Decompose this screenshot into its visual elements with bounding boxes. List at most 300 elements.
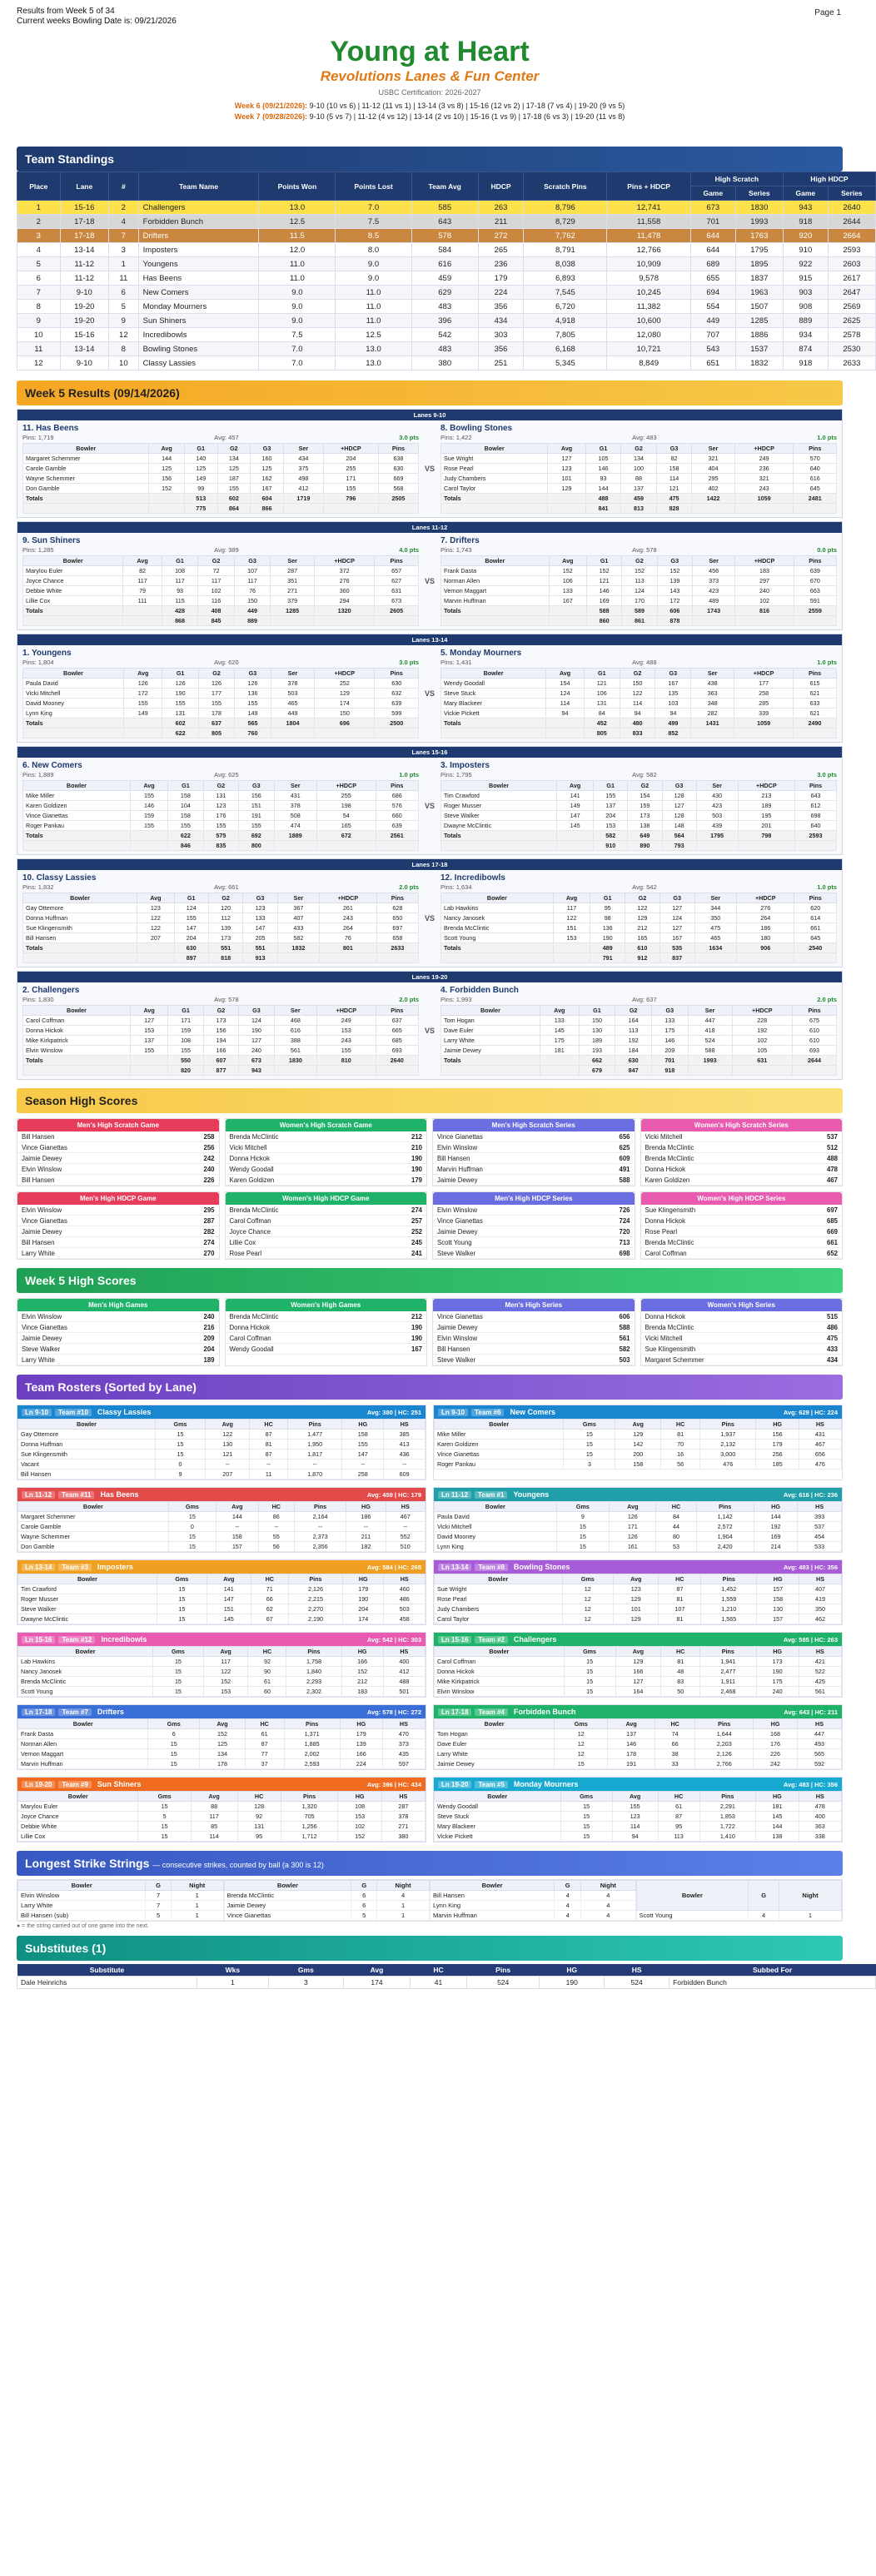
high-score-row [641, 1216, 843, 1226]
roster-col: Avg [191, 1792, 237, 1802]
game-cell: 508 [274, 811, 316, 821]
standings-cell: 5 [17, 257, 61, 271]
roster-cell: 87 [659, 1584, 701, 1594]
standings-cell: 12 [108, 328, 138, 342]
roster-cell: 2,468 [700, 1687, 756, 1697]
high-score-row [433, 1226, 635, 1237]
standings-cell: 10 [17, 328, 61, 342]
total-cell [540, 1056, 579, 1066]
standings-cell: 7.0 [259, 342, 336, 356]
roster-cell: 467 [799, 1440, 841, 1450]
team-name: 1. Youngens [22, 649, 72, 658]
roster-col: Pins [284, 1719, 340, 1729]
hdcp-cell: 912 [625, 953, 660, 963]
game-cell: 321 [692, 454, 734, 464]
standings-cell: 9-10 [60, 356, 108, 370]
strike-row [431, 1901, 636, 1911]
roster-row [18, 1729, 426, 1739]
roster-cell: 169 [754, 1532, 798, 1542]
high-score-row [17, 1333, 219, 1344]
high-score-row [17, 1226, 219, 1237]
game-cell: 139 [657, 576, 692, 586]
team-name: 7. Drifters [440, 536, 480, 545]
totals-row [441, 719, 837, 729]
roster-cell: 597 [382, 1759, 425, 1769]
standings-cell: 673 [690, 201, 735, 215]
game-col: G1 [586, 556, 621, 566]
roster-team-name: New Comers [510, 1408, 555, 1416]
week7-label: Week 7 (09/28/2026): [234, 112, 308, 121]
game-cell: 189 [738, 801, 794, 811]
high-score-row [433, 1131, 635, 1142]
roster-cell: Judy Chambers [435, 1604, 563, 1614]
roster-cell: Vacant [18, 1460, 156, 1470]
roster-block [433, 1405, 843, 1480]
bowler-row [23, 699, 419, 709]
roster-col: HS [799, 1420, 841, 1430]
hdcp-cell [130, 841, 167, 851]
roster-team-name: Sun Shiners [97, 1780, 142, 1788]
roster-row [435, 1822, 842, 1832]
game-cell: 660 [376, 811, 418, 821]
game-cell: Dwayne McClintic [441, 821, 557, 831]
roster-cell: 158 [342, 1430, 384, 1440]
standings-cell: 8 [108, 342, 138, 356]
high-score-row [641, 1333, 843, 1344]
game-cell: Mike Miller [23, 791, 131, 801]
roster-col: HG [342, 1420, 384, 1430]
game-cell: 195 [738, 811, 794, 821]
roster-row [435, 1430, 842, 1440]
roster-team-name: Drifters [97, 1708, 124, 1716]
totals-label: Totals [441, 606, 550, 616]
bowler-row [23, 689, 419, 699]
standings-cell: 6,893 [524, 271, 607, 286]
roster-row [435, 1512, 842, 1522]
hdcp-cell: 918 [651, 1066, 688, 1076]
game-cell: 153 [130, 1026, 167, 1036]
roster-cell: 2,126 [288, 1584, 342, 1594]
bowler-name: Bill Hansen [22, 1176, 55, 1184]
roster-cell: 2,132 [700, 1440, 756, 1450]
roster-cell: Mary Blackeer [435, 1822, 561, 1832]
roster-cell: Donna Huffman [18, 1440, 156, 1450]
game-cell: 249 [734, 454, 794, 464]
sub-col: Pins [467, 1964, 540, 1977]
high-score-title: Women's High Scratch Series [641, 1119, 843, 1131]
roster-cell: 15 [168, 1542, 216, 1552]
team-pins: Pins: 1,993 [440, 996, 472, 1003]
game-cell: Nancy Janosek [441, 913, 554, 923]
match-body [17, 533, 842, 629]
roster-col: HG [346, 1502, 386, 1512]
roster-cell: Marvin Huffman [18, 1759, 148, 1769]
standings-row [17, 300, 876, 314]
roster-cell: 102 [338, 1822, 381, 1832]
game-cell: Judy Chambers [441, 474, 548, 484]
game-cell: 128 [662, 811, 696, 821]
standings-row [17, 243, 876, 257]
hdcp-cell: 679 [579, 1066, 615, 1076]
standings-cell: Imposters [138, 243, 259, 257]
subs-title: Substitutes (1) [17, 1936, 843, 1961]
standings-cell: 584 [411, 243, 478, 257]
game-col: Ser [692, 444, 734, 454]
bowler-row [441, 791, 837, 801]
game-cell: 474 [274, 821, 316, 831]
game-cell: 447 [688, 1016, 732, 1026]
game-col: +HDCP [314, 556, 374, 566]
standings-cell: 17-18 [60, 215, 108, 229]
total-cell: 630 [615, 1056, 652, 1066]
roster-cell: 81 [661, 1430, 700, 1440]
roster-cell: 48 [661, 1667, 700, 1677]
roster-cell: 144 [756, 1822, 799, 1832]
strike-row [636, 1911, 842, 1921]
standings-header: Series [828, 186, 875, 201]
roster-col: Bowler [18, 1647, 153, 1657]
roster-cell: Scott Young [18, 1687, 153, 1697]
standings-cell: 7.5 [336, 215, 411, 229]
roster-col: Gms [148, 1719, 200, 1729]
roster-row [18, 1522, 426, 1532]
match-block [17, 746, 843, 855]
game-cell: 129 [548, 484, 585, 494]
roster-row [435, 1812, 842, 1822]
score: 282 [203, 1227, 215, 1236]
game-col: Avg [549, 556, 586, 566]
strike-cell: Elvin Winslow [18, 1891, 146, 1901]
standings-row [17, 271, 876, 286]
game-cell: 243 [317, 1036, 376, 1046]
standings-cell: 11.0 [259, 271, 336, 286]
roster-row [435, 1759, 842, 1769]
game-cell: 125 [251, 464, 284, 474]
roster-cell: -- [250, 1460, 288, 1470]
roster-cell: Elvin Winslow [435, 1687, 565, 1697]
lane-header: Lanes 11-12 [17, 522, 842, 533]
game-cell: 276 [314, 576, 374, 586]
roster-block [17, 1405, 426, 1480]
total-cell: 564 [662, 831, 696, 841]
bowler-name: Steve Walker [437, 1249, 476, 1257]
game-cell: 209 [651, 1046, 688, 1056]
bowler-row [441, 474, 837, 484]
roster-cell: 131 [237, 1822, 281, 1832]
total-cell: 1320 [314, 606, 374, 616]
roster-header [17, 1405, 426, 1419]
hdcp-cell: 813 [621, 504, 657, 514]
roster-cell: -- [294, 1522, 346, 1532]
team-meta [440, 996, 837, 1003]
game-cell: 184 [615, 1046, 652, 1056]
standings-cell: 1763 [735, 229, 783, 243]
game-cell: 116 [198, 596, 235, 606]
standings-cell: 934 [783, 328, 828, 342]
score: 491 [619, 1165, 630, 1173]
standings-cell: 11,558 [607, 215, 690, 229]
roster-cell: 157 [217, 1542, 259, 1552]
game-cell: 191 [239, 811, 274, 821]
standings-cell: 12.5 [259, 215, 336, 229]
roster-col: Gms [560, 1792, 612, 1802]
roster-col: HS [381, 1792, 425, 1802]
standings-cell: 655 [690, 271, 735, 286]
game-col: Pins [376, 893, 418, 903]
high-score-row [17, 1175, 219, 1186]
roster-lane: Ln 17-18 [22, 1708, 55, 1716]
totals-row [441, 943, 837, 953]
hdcp-cell [124, 729, 162, 738]
strike-cell: 1 [779, 1911, 842, 1921]
roster-cell: 413 [384, 1440, 426, 1450]
roster-cell: 15 [560, 1832, 612, 1842]
game-cell: 173 [208, 933, 242, 943]
score: 486 [826, 1323, 838, 1331]
game-cell: 153 [317, 1026, 376, 1036]
sub-cell: 524 [605, 1977, 669, 1989]
game-col: Bowler [23, 781, 131, 791]
roster-cell: 152 [203, 1677, 248, 1687]
roster-avg: Avg: 616 | HC: 236 [783, 1490, 838, 1499]
roster-col: Bowler [435, 1792, 561, 1802]
totals-row [441, 606, 837, 616]
standings-cell: 10 [108, 356, 138, 370]
standings-cell: 910 [783, 243, 828, 257]
roster-cell: 145 [207, 1614, 251, 1624]
high-score-box [432, 1118, 635, 1186]
roster-table [17, 1574, 426, 1624]
total-cell: 2490 [794, 719, 837, 729]
roster-cell: 6 [148, 1729, 200, 1739]
roster-cell: 609 [384, 1470, 426, 1479]
game-cell: 140 [184, 454, 217, 464]
standings-cell: 10,600 [607, 314, 690, 328]
bowler-name: Brenda McClintic [645, 1323, 694, 1331]
roster-cell: Brenda McClintic [18, 1677, 153, 1687]
roster-cell: 125 [200, 1739, 246, 1749]
game-col: Pins [376, 1006, 418, 1016]
total-cell: 1059 [734, 719, 794, 729]
roster-col: Pins [287, 1420, 342, 1430]
standings-cell: 9 [108, 314, 138, 328]
game-col: G2 [217, 444, 251, 454]
roster-cell: 15 [560, 1802, 612, 1812]
total-cell: 2640 [376, 1056, 418, 1066]
roster-cell: 242 [754, 1759, 798, 1769]
bowler-row [441, 913, 837, 923]
roster-avg: Avg: 380 | HC: 251 [366, 1408, 421, 1416]
game-col: G2 [621, 444, 657, 454]
totals-label: Totals [441, 1056, 540, 1066]
total-cell: 2561 [376, 831, 418, 841]
roster-cell: 467 [386, 1512, 425, 1522]
standings-header: Points Lost [336, 172, 411, 201]
bowler-name: Bill Hansen [22, 1132, 55, 1141]
game-cell: 127 [662, 801, 696, 811]
high-score-title: Men's High Scratch Series [433, 1119, 635, 1131]
game-cell: 137 [594, 801, 628, 811]
game-cell: 638 [378, 454, 418, 464]
roster-cell: 70 [661, 1440, 700, 1450]
bowler-row [23, 913, 419, 923]
game-cell: 630 [375, 679, 419, 689]
roster-col: HG [343, 1574, 384, 1584]
game-cell: Steve Stuck [441, 689, 546, 699]
roster-cell: 182 [346, 1542, 386, 1552]
roster-team-no: Team #9 [58, 1781, 91, 1788]
game-cell: 489 [693, 596, 735, 606]
roster-cell: 145 [756, 1812, 799, 1822]
standings-cell: 8.5 [336, 229, 411, 243]
strike-cell: 1 [377, 1911, 430, 1921]
score: 190 [411, 1165, 422, 1173]
roster-cell: 175 [756, 1677, 799, 1687]
game-cell: 155 [203, 821, 238, 831]
standings-cell: 11.0 [336, 286, 411, 300]
game-cell: Joyce Chance [23, 576, 123, 586]
roster-cell: Vince Gianettas [435, 1450, 564, 1460]
hdcp-cell [130, 1066, 167, 1076]
team-points: 2.0 pts [817, 996, 837, 1003]
roster-cell: 0 [168, 1522, 216, 1532]
high-score-title: Women's High Games [226, 1299, 427, 1311]
game-cell: 158 [656, 464, 692, 474]
roster-cell: -- [206, 1460, 250, 1470]
roster-cell: 15 [155, 1450, 205, 1460]
totals-row [23, 831, 419, 841]
team-meta [22, 996, 419, 1003]
total-cell: 565 [235, 719, 271, 729]
game-cell: 174 [315, 699, 375, 709]
game-cell: 173 [628, 811, 662, 821]
game-col: Pins [794, 669, 837, 679]
game-table [440, 668, 837, 738]
standings-row [17, 342, 876, 356]
game-cell: 121 [584, 679, 620, 689]
score: 475 [826, 1334, 838, 1342]
roster-col: HG [340, 1719, 382, 1729]
standings-cell: 10,721 [607, 342, 690, 356]
game-col: +HDCP [319, 893, 376, 903]
game-cell: Elvin Winslow [23, 1046, 131, 1056]
game-cell: 669 [378, 474, 418, 484]
hdcp-cell [540, 1066, 579, 1076]
game-col: Bowler [23, 556, 123, 566]
roster-cell: 166 [341, 1657, 383, 1667]
standings-cell: 265 [478, 243, 524, 257]
roster-col: Pins [695, 1719, 754, 1729]
bowler-name: Rose Pearl [229, 1249, 262, 1257]
roster-cell: -- [386, 1522, 425, 1532]
team-block [22, 536, 419, 626]
game-cell: 93 [162, 586, 198, 596]
roster-lane: Ln 11-12 [22, 1491, 55, 1499]
game-cell: 144 [149, 454, 184, 464]
sub-cell: 174 [344, 1977, 411, 1989]
high-score-box [225, 1118, 428, 1186]
team-block [440, 986, 837, 1076]
roster-cell: 61 [248, 1677, 286, 1687]
game-cell: 134 [621, 454, 657, 464]
score: 274 [411, 1206, 422, 1214]
game-cell: 423 [696, 801, 738, 811]
high-score-row [433, 1142, 635, 1153]
standings-cell: 707 [690, 328, 735, 342]
schedule [0, 101, 859, 122]
roster-cell: 287 [381, 1802, 425, 1812]
roster-col: HG [754, 1502, 798, 1512]
high-score-box [640, 1191, 844, 1260]
roster-block [433, 1632, 843, 1698]
roster-cell: 155 [342, 1440, 384, 1450]
total-cell: 2559 [794, 606, 836, 616]
total-cell: 1832 [277, 943, 319, 953]
game-cell: 152 [149, 484, 184, 494]
standings-cell: 1537 [735, 342, 783, 356]
score: 216 [203, 1323, 215, 1331]
center-name: Revolutions Lanes & Fun Center [320, 68, 540, 84]
game-cell: 122 [553, 913, 590, 923]
game-col: G2 [198, 669, 234, 679]
hdcp-row [441, 841, 837, 851]
roster-col: Pins [700, 1420, 756, 1430]
vs-label: VS [424, 465, 435, 473]
score: 212 [411, 1312, 422, 1320]
game-cell: 621 [794, 689, 837, 699]
standings-cell: Incredibowls [138, 328, 259, 342]
high-score-row [433, 1344, 635, 1355]
standings-header: Team Name [138, 172, 259, 201]
vs-label: VS [424, 1027, 435, 1035]
game-table [22, 780, 419, 851]
roster-cell: 15 [560, 1822, 612, 1832]
game-cell: 258 [734, 689, 794, 699]
roster-cell: 190 [343, 1594, 384, 1604]
roster-cell: 87 [245, 1739, 284, 1749]
hdcp-cell: 877 [203, 1066, 238, 1076]
standings-cell: 3 [17, 229, 61, 243]
roster-col: Avg [615, 1647, 661, 1657]
high-score-row [226, 1333, 427, 1344]
game-cell: 82 [656, 454, 692, 464]
high-score-box [225, 1298, 428, 1366]
high-score-title: Men's High HDCP Series [433, 1192, 635, 1205]
hdcp-cell: 793 [662, 841, 696, 851]
roster-row [18, 1677, 426, 1687]
roster-cell: 431 [799, 1430, 841, 1440]
roster-cell: 476 [799, 1460, 841, 1470]
game-cell: 155 [162, 699, 198, 709]
roster-team-no: Team #4 [475, 1708, 507, 1716]
match-block [17, 409, 843, 518]
game-cell: 155 [174, 913, 208, 923]
game-cell: 127 [659, 923, 694, 933]
game-cell: Larry White [441, 1036, 540, 1046]
standings-cell: 10,245 [607, 286, 690, 300]
roster-cell: 81 [250, 1440, 288, 1450]
roster-cell: Nancy Janosek [18, 1667, 153, 1677]
game-cell: 524 [688, 1036, 732, 1046]
sub-row [17, 1977, 876, 1989]
hdcp-cell [548, 504, 585, 514]
roster-row [435, 1677, 842, 1687]
bowler-row [441, 801, 837, 811]
roster-cell: 122 [203, 1667, 248, 1677]
total-cell: 589 [622, 606, 657, 616]
roster-cell: 12 [562, 1594, 614, 1604]
game-col: G1 [594, 781, 628, 791]
